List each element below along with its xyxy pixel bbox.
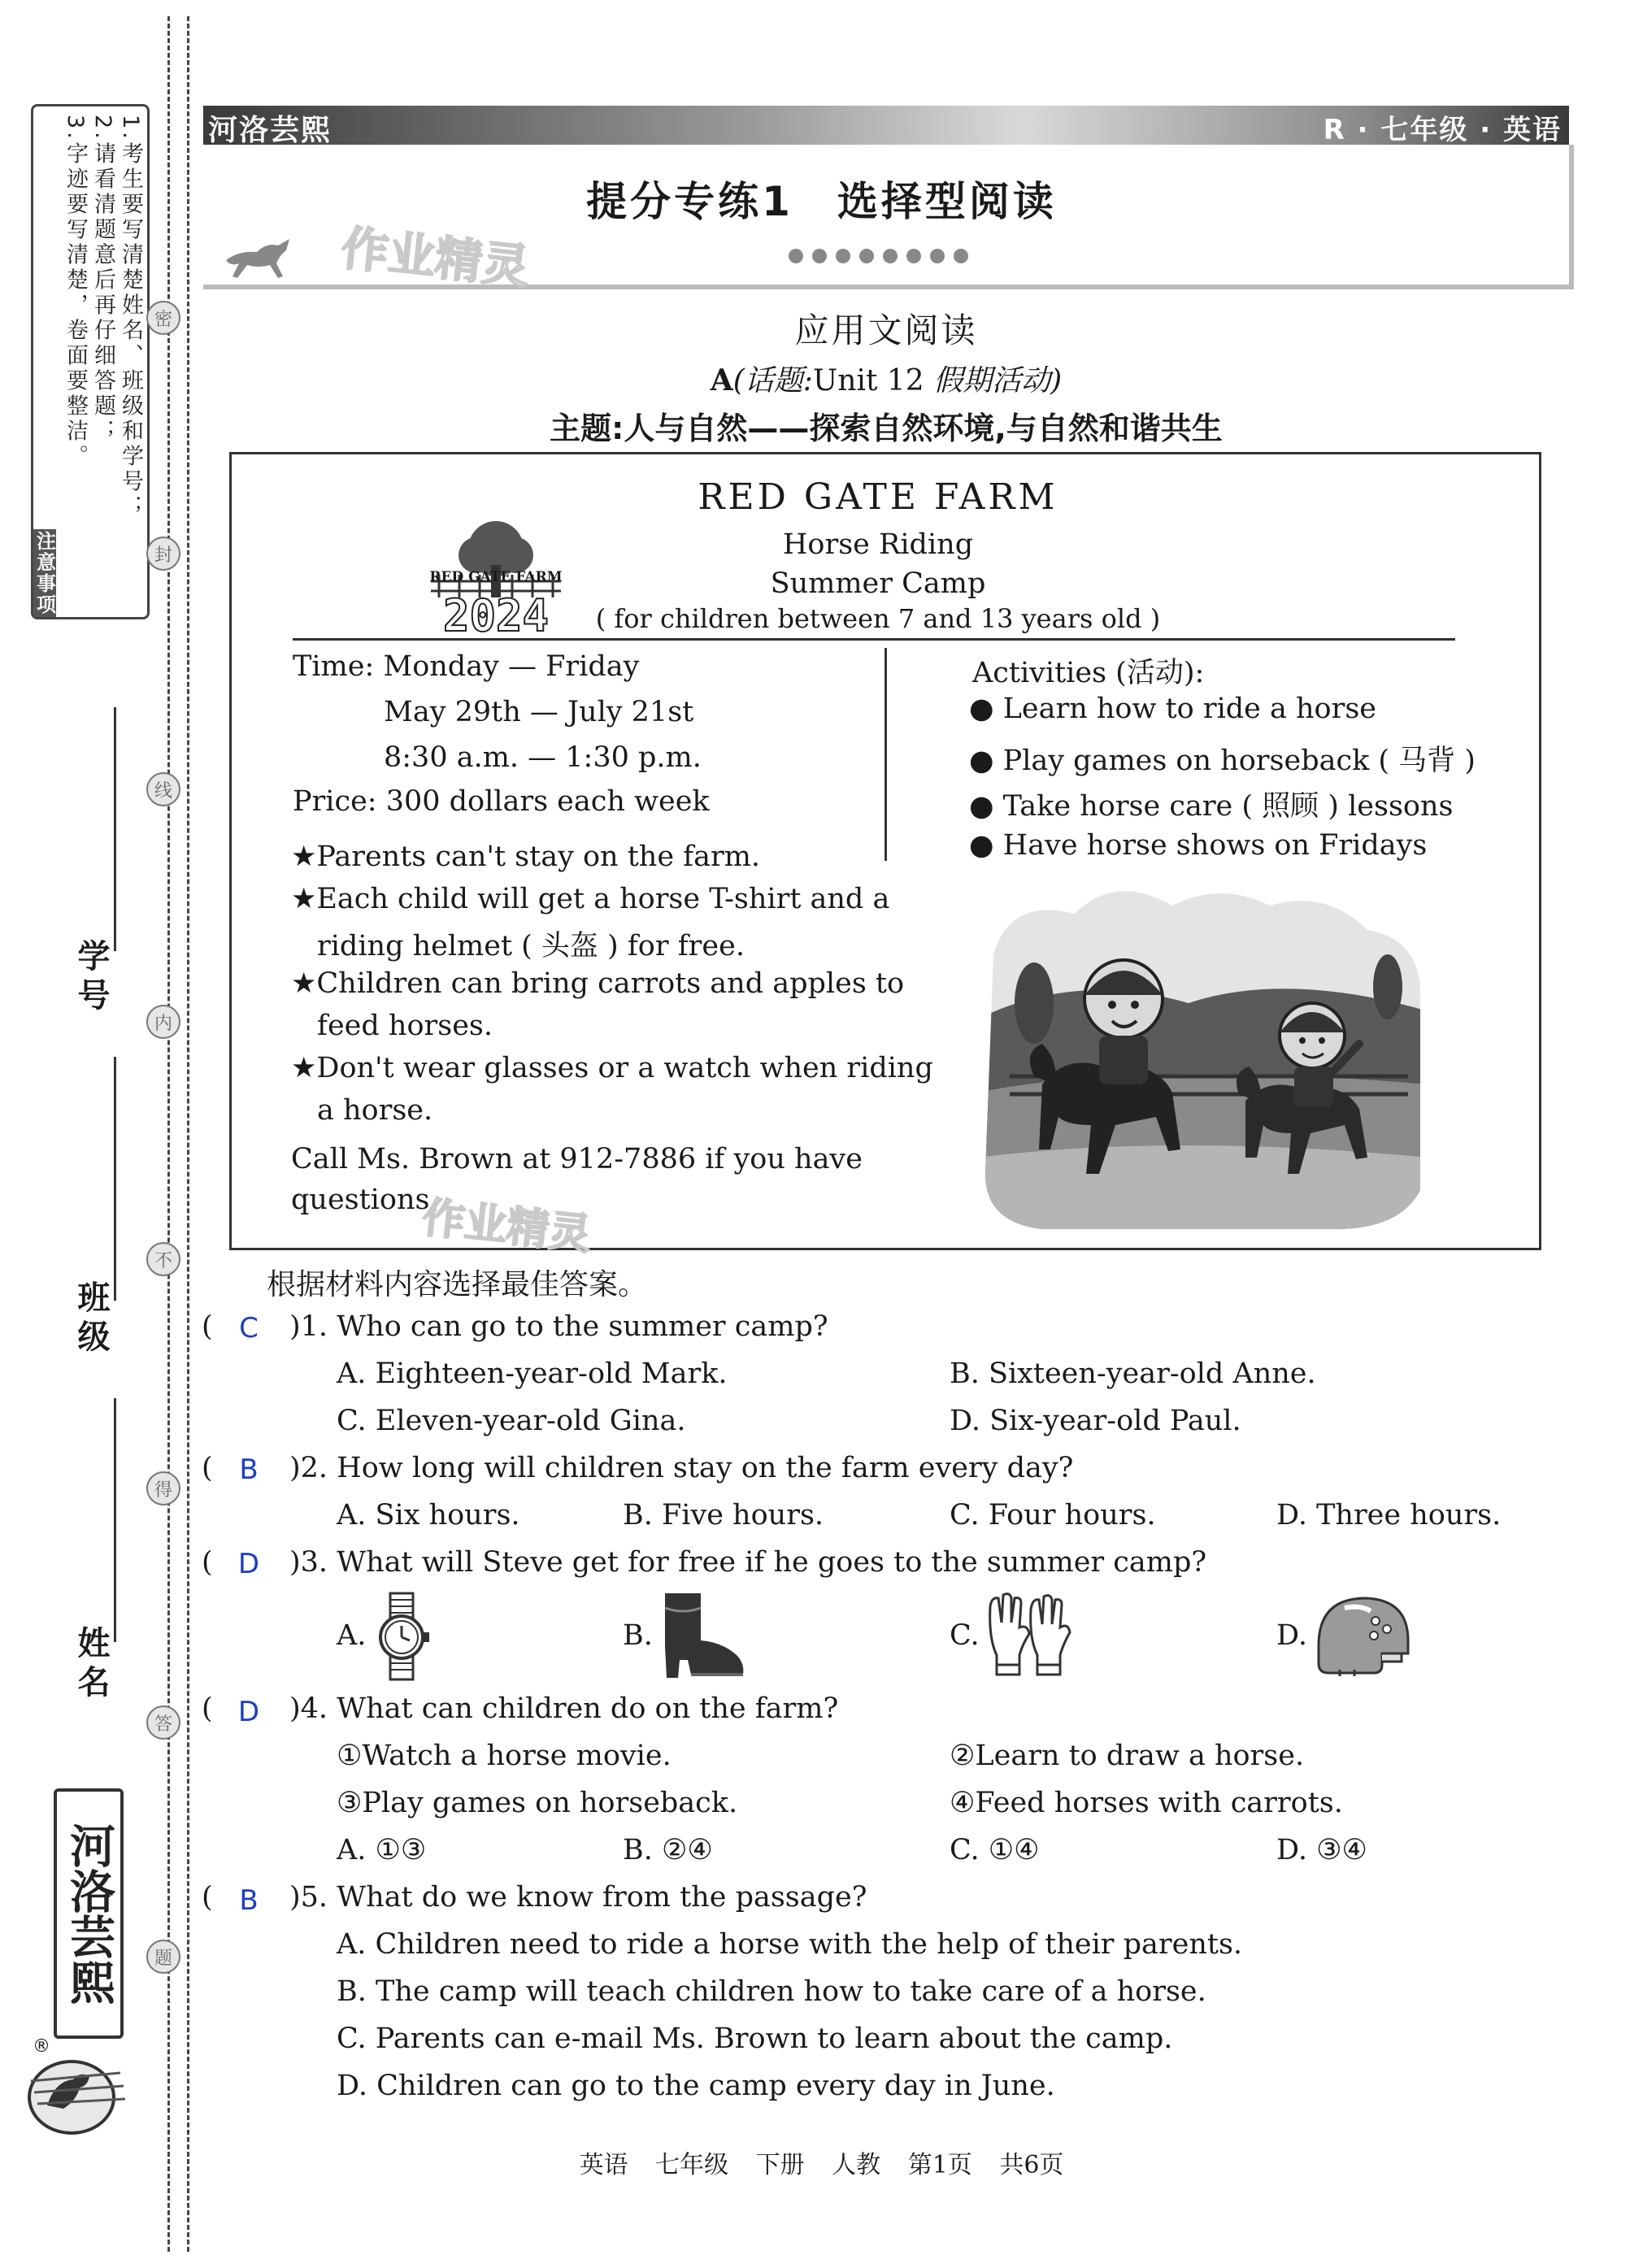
rule-2-line-2: riding helmet ( 头盔 ) for free. — [317, 930, 745, 962]
watermark-ad: 作业精灵 — [419, 1193, 594, 1260]
rule-4-line-2: a horse. — [317, 1094, 433, 1127]
gloves-icon — [982, 1590, 1078, 1681]
boot-icon — [655, 1590, 751, 1681]
page-footer: 英语 七年级 下册 人教 第1页 共6页 — [579, 2151, 1064, 2179]
price: Price: 300 dollars each week — [293, 785, 710, 818]
ad-subtitle-1: Horse Riding — [782, 528, 974, 561]
q4-statement-1: ①Watch a horse movie. — [337, 1740, 672, 1772]
topic-line — [0, 358, 1643, 399]
ad-title: RED GATE FARM — [698, 476, 1058, 518]
brand-logo-vertical: 河洛芸熙 — [54, 1788, 124, 2039]
registered-mark: ® — [33, 2036, 50, 2057]
rule-4-line-1: ★Don't wear glasses or a watch when riding — [291, 1052, 933, 1084]
running-horse-icon — [220, 228, 301, 285]
q3-option-b[interactable]: B. — [623, 1619, 653, 1652]
q5-option-a[interactable]: A. Children need to ride a horse with the help of their parents. — [337, 1928, 1243, 1961]
rule-3-line-1: ★Children can bring carrots and apples to — [291, 967, 905, 1000]
q3-option-a[interactable]: A. — [337, 1619, 367, 1652]
seal-char-6: 得 — [146, 1471, 180, 1505]
q1-option-b[interactable]: B. Sixteen-year-old Anne. — [950, 1358, 1316, 1390]
q4-option-d[interactable]: D. ③④ — [1276, 1834, 1367, 1866]
seal-char-4: 内 — [146, 1005, 180, 1039]
farm-logo-year: 2024 — [442, 590, 550, 641]
student-id-line[interactable] — [114, 707, 116, 951]
seal-char-2: 封 — [146, 537, 180, 571]
q4-option-c[interactable]: C. ①④ — [950, 1834, 1040, 1866]
call-line-2: questions. — [291, 1184, 439, 1216]
rule-2-line-1: ★Each child will get a horse T-shirt and a — [291, 883, 890, 915]
helmet-icon — [1312, 1592, 1413, 1678]
rule-3-line-2: feed horses. — [317, 1010, 493, 1042]
seal-char-3: 线 — [146, 772, 180, 806]
q5-option-d[interactable]: D. Children can go to the camp every day in June. — [337, 2070, 1055, 2102]
title-dots — [789, 249, 977, 267]
q3-answer[interactable]: D — [237, 1548, 260, 1580]
name-label: 姓名 — [72, 1626, 110, 1704]
q4-option-b[interactable]: B. ②④ — [623, 1834, 713, 1866]
q5-text: )5. What do we know from the passage? — [289, 1881, 867, 1914]
q4-option-a[interactable]: A. ①③ — [337, 1834, 427, 1866]
grade-tag: R · 七年级 · 英语 — [1323, 114, 1562, 146]
q3-paren: ( — [202, 1546, 213, 1579]
q4-statement-3: ③Play games on horseback. — [337, 1787, 738, 1819]
q4-statement-4: ④Feed horses with carrots. — [950, 1787, 1343, 1819]
horse-emblem-icon — [23, 2049, 128, 2138]
call-line-1: Call Ms. Brown at 912-7886 if you have — [291, 1143, 863, 1175]
seal-char-5: 不 — [146, 1242, 180, 1276]
ad-subtitle-2: Summer Camp — [770, 567, 986, 600]
seal-char-1: 密 — [146, 301, 180, 335]
q1-paren: ( — [202, 1310, 213, 1343]
topic-unit: Unit 12 — [812, 364, 924, 398]
activity-4: ● Have horse shows on Fridays — [969, 829, 1428, 862]
name-line[interactable] — [114, 1398, 116, 1642]
q2-answer[interactable]: B — [239, 1453, 259, 1486]
seal-char-7: 答 — [146, 1705, 180, 1740]
theme-line: 主题:人与自然——探索自然环境,与自然和谐共生 — [550, 411, 1223, 446]
q5-option-b[interactable]: B. The camp will teach children how to take care of a horse. — [337, 1975, 1206, 2008]
q5-answer[interactable]: B — [239, 1884, 259, 1917]
instruction: 根据材料内容选择最佳答案。 — [267, 1268, 648, 1301]
page-title: 提分专练1 选择型阅读 — [586, 178, 1057, 225]
class-line[interactable] — [114, 1057, 116, 1301]
q1-text: )1. Who can go to the summer camp? — [289, 1310, 828, 1343]
q4-paren: ( — [202, 1692, 213, 1725]
q2-text: )2. How long will children stay on the farm every day? — [289, 1452, 1074, 1484]
topic-letter: A — [710, 363, 733, 398]
time-dates: May 29th — July 21st — [384, 696, 694, 728]
student-id-label: 学号 — [72, 939, 110, 1017]
ad-divider-horizontal — [293, 638, 1455, 641]
q2-paren: ( — [202, 1452, 213, 1484]
activity-3: ● Take horse care ( 照顾 ) lessons — [969, 790, 1454, 823]
children-riding-horses-illustration — [977, 881, 1428, 1231]
q3-option-d[interactable]: D. — [1276, 1619, 1307, 1652]
time-hours: 8:30 a.m. — 1:30 p.m. — [384, 741, 702, 774]
ad-divider-vertical — [885, 648, 887, 861]
watch-icon — [372, 1592, 431, 1681]
time-label: Time: Monday — Friday — [293, 650, 640, 683]
q3-text: )3. What will Steve get for free if he goes to the summer camp? — [289, 1546, 1207, 1579]
q4-statement-2: ②Learn to draw a horse. — [950, 1740, 1305, 1772]
activity-1: ● Learn how to ride a horse — [969, 693, 1377, 725]
notice-item-1: 1.考生要写清楚姓名、班级和学号； — [118, 115, 143, 520]
q1-answer[interactable]: C — [239, 1312, 259, 1345]
q2-option-a[interactable]: A. Six hours. — [337, 1499, 520, 1532]
topic-label: (话题: — [732, 364, 813, 398]
watermark-top: 作业精灵 — [338, 220, 532, 295]
ad-subtitle-3: ( for children between 7 and 13 years old ) — [595, 603, 1161, 634]
seal-char-8: 题 — [146, 1940, 180, 1974]
q5-option-c[interactable]: C. Parents can e-mail Ms. Brown to learn about the camp. — [337, 2023, 1173, 2055]
rule-1: ★Parents can't stay on the farm. — [291, 841, 761, 873]
q5-paren: ( — [202, 1881, 213, 1914]
q1-option-d[interactable]: D. Six-year-old Paul. — [950, 1405, 1241, 1437]
q4-answer[interactable]: D — [237, 1696, 260, 1728]
q2-option-b[interactable]: B. Five hours. — [623, 1499, 824, 1532]
notice-item-3: 3.字迹要写清楚，卷面要整洁。 — [63, 115, 88, 470]
q2-option-d[interactable]: D. Three hours. — [1276, 1499, 1502, 1532]
brand-tag: 河洛芸熙 — [208, 114, 333, 147]
notice-title: 注意事项 — [33, 531, 56, 615]
notice-item-2: 2.请看清题意后再仔细答题； — [90, 115, 115, 445]
activity-2: ● Play games on horseback ( 马背 ) — [969, 745, 1476, 777]
q1-option-a[interactable]: A. Eighteen-year-old Mark. — [337, 1358, 728, 1390]
farm-logo-name: RED GATE FARM — [429, 569, 563, 585]
activities-label: Activities (活动): — [972, 657, 1205, 689]
topic-name: 假期活动) — [933, 364, 1063, 398]
q1-option-c[interactable]: C. Eleven-year-old Gina. — [337, 1405, 686, 1437]
section-title: 应用文阅读 — [794, 311, 978, 350]
q4-text: )4. What can children do on the farm? — [289, 1692, 839, 1725]
q2-option-c[interactable]: C. Four hours. — [950, 1499, 1156, 1532]
q3-option-c[interactable]: C. — [950, 1619, 980, 1652]
class-label: 班级 — [72, 1280, 110, 1358]
